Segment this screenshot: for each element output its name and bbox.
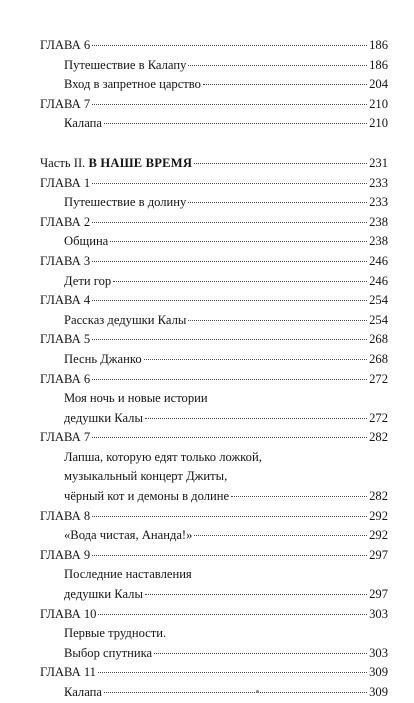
toc-entry-title: ГЛАВА 3 [40, 253, 91, 268]
dot-leader [188, 202, 367, 203]
toc-page-number: 297 [369, 547, 388, 562]
toc-page-number: 254 [369, 293, 388, 308]
toc-entry-title: ГЛАВА 7 [40, 96, 91, 111]
toc-entry-line [64, 409, 388, 429]
dot-leader [144, 359, 367, 360]
dot-leader [92, 516, 367, 517]
toc-entry-title: дедушки Калы [64, 587, 143, 602]
toc-page-number: 292 [369, 508, 388, 523]
dot-leader [92, 437, 367, 438]
dot-leader [92, 555, 367, 556]
toc-entry-title: Первые трудности. [64, 626, 167, 641]
toc-entry-title: ГЛАВА 9 [40, 547, 91, 562]
toc-entry-section [40, 565, 388, 604]
dot-leader [154, 653, 367, 654]
toc-entry-title: музыкальный концерт Джиты, [64, 469, 228, 484]
toc-page-number: 272 [369, 371, 388, 386]
toc-entry-title: ГЛАВА 8 [40, 508, 91, 523]
toc-entry-title: Последние наставления [64, 567, 192, 582]
toc-entry-title: ГЛАВА 6 [40, 371, 91, 386]
part-prefix: Часть II. [40, 155, 89, 170]
toc-entry-chapter [40, 605, 388, 625]
dot-leader [92, 183, 367, 184]
toc-entry-part [40, 154, 388, 174]
toc-entry-chapter [40, 174, 388, 194]
toc-entry-section [40, 232, 388, 252]
toc-entry-title: «Вода чистая, Ананда!» [64, 528, 193, 543]
toc-entry-title: Моя ночь и новые истории [64, 391, 208, 406]
toc-page-number: 238 [369, 234, 388, 249]
toc-entry-title: дедушки Калы [64, 410, 143, 425]
toc-page-number: 204 [369, 77, 388, 92]
toc-entry-chapter [40, 370, 388, 390]
toc-entry-title: ГЛАВА 7 [40, 430, 91, 445]
toc-entry-section [40, 193, 388, 213]
toc-entry-chapter [40, 95, 388, 115]
toc-entry-title: чёрный кот и демоны в долине [64, 489, 230, 504]
dot-leader [188, 320, 367, 321]
toc-entry-title: Община [64, 234, 109, 249]
dot-leader [145, 418, 367, 419]
print-speck [256, 690, 259, 693]
dot-leader [113, 281, 367, 282]
toc-entry-section [40, 311, 388, 331]
toc-entry-chapter [40, 428, 388, 448]
toc-page-number: 233 [369, 195, 388, 210]
toc-page-number: 254 [369, 312, 388, 327]
dot-leader [110, 241, 367, 242]
toc-entry-line [64, 585, 388, 605]
toc-entry-section [40, 75, 388, 95]
toc-entry-title: Лапша, которую едят только ложкой, [64, 449, 262, 464]
toc-entry-line [64, 624, 388, 644]
toc-page-number: 297 [369, 587, 388, 602]
toc-page-number: 303 [369, 606, 388, 621]
toc-entry-title: ГЛАВА 2 [40, 214, 91, 229]
toc-entry-section [40, 683, 388, 703]
toc-entry-title: Путешествие в долину [64, 195, 187, 210]
toc-entry-section [40, 448, 388, 507]
toc-page-number: 246 [369, 253, 388, 268]
part-title: В НАШЕ ВРЕМЯ [88, 155, 193, 170]
toc-page-number: 186 [369, 38, 388, 52]
toc-entry-title [40, 154, 192, 174]
toc-entry-line [64, 389, 388, 409]
dot-leader [92, 379, 367, 380]
toc-entry-chapter [40, 546, 388, 566]
toc-entry-section [40, 624, 388, 663]
dot-leader [92, 45, 367, 46]
dot-leader [104, 123, 367, 124]
dot-leader [92, 261, 367, 262]
toc-entry-title: Дети гор [64, 273, 112, 288]
toc-entry-chapter [40, 252, 388, 272]
toc-entry-section [40, 56, 388, 76]
toc-entry-title: ГЛАВА 11 [40, 665, 96, 680]
toc-entry-chapter [40, 663, 388, 683]
toc-entry-title: Песнь Джанко [64, 351, 142, 366]
toc-page-number: 210 [369, 116, 388, 131]
toc-entry-section [40, 114, 388, 134]
toc-entry-chapter [40, 213, 388, 233]
toc-page-number: 238 [369, 214, 388, 229]
toc-entry-section [40, 272, 388, 292]
dot-leader [145, 594, 367, 595]
toc-entry-title: Калапа [64, 116, 102, 131]
toc-entry-title: ГЛАВА 6 [40, 38, 91, 52]
toc-page-number: 186 [369, 57, 388, 72]
toc-entry-section [40, 389, 388, 428]
toc-entry-title: ГЛАВА 4 [40, 293, 91, 308]
toc-page-number: 282 [369, 489, 388, 504]
toc-entry-title: Калапа [64, 685, 102, 699]
toc-page-number: 246 [369, 273, 388, 288]
toc-entry-chapter [40, 507, 388, 527]
toc-entry-line [64, 644, 388, 664]
toc-entry-title: ГЛАВА 5 [40, 332, 91, 347]
dot-leader [92, 339, 367, 340]
dot-leader [92, 300, 367, 301]
toc-entry-line [64, 448, 388, 468]
dot-leader [194, 163, 367, 164]
toc-page-number: 268 [369, 351, 388, 366]
toc-entry-line [64, 487, 388, 507]
toc-page-number: 282 [369, 430, 388, 445]
dot-leader [104, 692, 367, 693]
toc-entry-title: Путешествие в Калапу [64, 57, 187, 72]
dot-leader [203, 84, 367, 85]
toc-entry-chapter [40, 36, 388, 56]
toc-page-number: 233 [369, 175, 388, 190]
toc-entry-line [64, 467, 388, 487]
toc-entry-title: ГЛАВА 1 [40, 175, 91, 190]
toc-page-number: 309 [369, 685, 388, 699]
dot-leader [92, 222, 367, 223]
toc-entry-line [64, 565, 388, 585]
toc-page-number: 292 [369, 528, 388, 543]
toc-entry-title: ГЛАВА 10 [40, 606, 97, 621]
toc-entry-title: Рассказ дедушки Калы [64, 312, 187, 327]
toc-page-number: 309 [369, 665, 388, 680]
toc-entry-section [40, 350, 388, 370]
toc-entry-title: Вход в запретное царство [64, 77, 201, 92]
toc-page-number: 268 [369, 332, 388, 347]
toc-entry-title: Выбор спутника [64, 645, 153, 660]
toc-entry-chapter [40, 330, 388, 350]
toc-entry-chapter [40, 291, 388, 311]
dot-leader [194, 535, 367, 536]
toc-page-number: 210 [369, 96, 388, 111]
dot-leader [231, 496, 367, 497]
dot-leader [188, 65, 367, 66]
toc-page-number: 303 [369, 645, 388, 660]
table-of-contents [40, 36, 388, 703]
dot-leader [92, 104, 367, 105]
dot-leader [98, 672, 367, 673]
dot-leader [98, 614, 367, 615]
toc-entry-section [40, 526, 388, 546]
toc-page-number: 272 [369, 410, 388, 425]
toc-page-number: 231 [369, 155, 388, 170]
